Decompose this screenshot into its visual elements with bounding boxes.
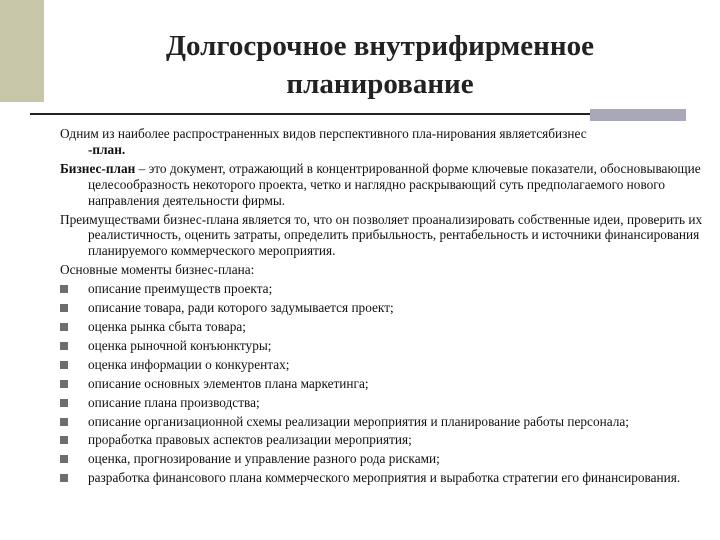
advantages-paragraph: Преимуществами бизнес-плана является то, что он позволяет проанализировать собственные идеи, проверить их реалистичность, оценить затраты, определить прибыльность, рентабельность и источники финансирования планируемого коммерческого мероприятия. xyxy=(60,211,703,259)
list-item-text: разработка финансового плана коммерческого мероприятия и выработка стратегии его финансирования. xyxy=(88,470,681,486)
list-item-text: описание преимуществ проекта; xyxy=(88,281,273,297)
square-bullet-icon xyxy=(60,399,68,407)
square-bullet-icon xyxy=(60,304,68,312)
list-item xyxy=(60,281,708,297)
intro-paragraph xyxy=(60,126,708,158)
definition-text: – это документ, отражающий в концентрированной форме ключевые показатели, обосновывающие целесообразность некоторого проекта, четко и наглядно раскрывающий суть предполагаемого нового направления деятельности фирмы. xyxy=(88,160,701,208)
decorative-side-bar xyxy=(0,0,44,102)
title-line-2: планирование xyxy=(286,68,474,101)
square-bullet-icon xyxy=(60,418,68,426)
square-bullet-icon xyxy=(60,323,68,331)
definition-paragraph xyxy=(60,161,708,209)
intro-text: Одним из наиболее распространенных видов перспективного пла-нирования являетсябизнес xyxy=(60,126,587,141)
list-item-text: описание основных элементов плана маркетинга; xyxy=(88,375,369,391)
list-item xyxy=(60,300,708,316)
definition-term: Бизнес-план xyxy=(60,160,136,176)
list-item xyxy=(60,470,708,486)
square-bullet-icon xyxy=(60,474,68,482)
list-item-text: описание организационной схемы реализации мероприятия и планирование работы персонала; xyxy=(88,413,629,429)
list-item-text: оценка, прогнозирование и управление разного рода рисками; xyxy=(88,451,440,467)
list-item xyxy=(60,319,708,335)
intro-emphasis: -план. xyxy=(88,141,126,157)
square-bullet-icon xyxy=(60,455,68,463)
list-item xyxy=(60,414,708,430)
moments-list xyxy=(60,281,708,486)
list-item xyxy=(60,395,708,411)
list-item-text: описание плана производства; xyxy=(88,394,260,410)
square-bullet-icon xyxy=(60,436,68,444)
divider-accent xyxy=(590,109,686,121)
square-bullet-icon xyxy=(60,285,68,293)
moments-heading: Основные моменты бизнес-плана: xyxy=(60,262,255,278)
list-item xyxy=(60,376,708,392)
square-bullet-icon xyxy=(60,361,68,369)
slide-body xyxy=(60,126,708,489)
list-item-text: оценка информации о конкурентах; xyxy=(88,356,290,372)
list-item-text: описание товара, ради которого задумывается проект; xyxy=(88,300,394,316)
list-item xyxy=(60,357,708,373)
list-item xyxy=(60,338,708,354)
square-bullet-icon xyxy=(60,380,68,388)
list-item xyxy=(60,451,708,467)
square-bullet-icon xyxy=(60,342,68,350)
slide-title xyxy=(120,27,640,103)
list-item-text: проработка правовых аспектов реализации мероприятия; xyxy=(88,432,412,448)
title-line-1: Долгосрочное внутрифирменное xyxy=(166,30,594,63)
list-item xyxy=(60,432,708,448)
title-divider xyxy=(30,113,686,115)
list-item-text: оценка рыночной конъюнктуры; xyxy=(88,337,272,353)
list-item-text: оценка рынка сбыта товара; xyxy=(88,318,246,334)
